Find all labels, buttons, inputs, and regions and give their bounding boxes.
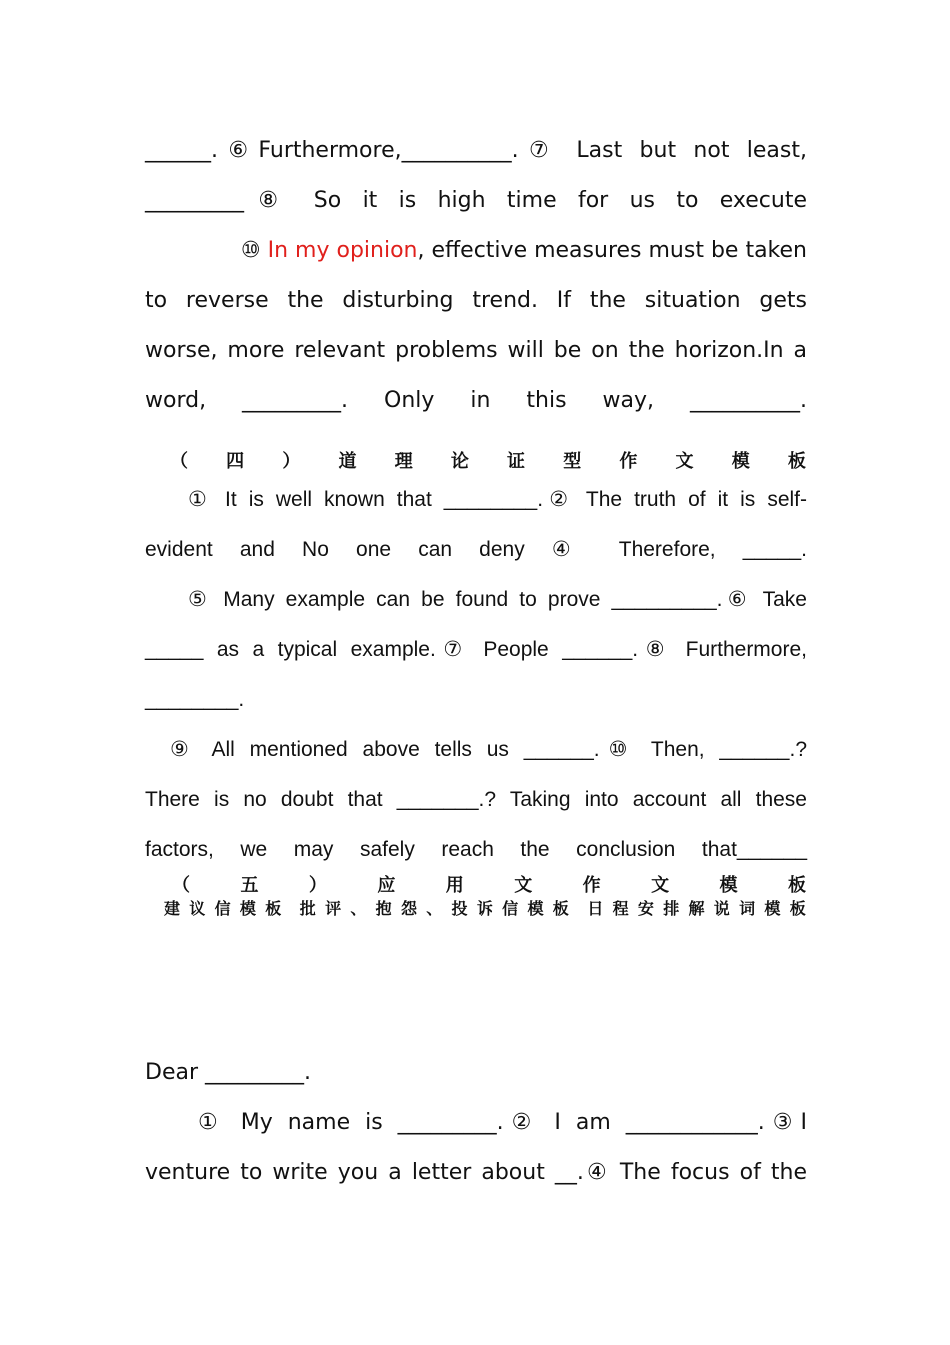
heading-char: 应 — [377, 875, 396, 896]
section-subheading — [164, 898, 806, 920]
text-line: ⑤ Many example can be found to prove _________.⑥ Take — [188, 588, 807, 611]
heading-char: 排 — [663, 899, 680, 918]
heading-char: 程 — [612, 899, 629, 918]
heading-char: 板 — [787, 875, 806, 896]
heading-char: 安 — [637, 899, 654, 918]
heading-char: 模 — [731, 451, 750, 472]
heading-char: 板 — [789, 899, 806, 918]
heading-char: 说 — [713, 899, 730, 918]
heading-char: 型 — [563, 451, 582, 472]
text-line: factors, we may safely reach the conclusion that______ — [145, 838, 807, 861]
heading-char: 批 — [299, 899, 316, 918]
heading-char: 四 — [226, 451, 245, 472]
text-line: word, _________. Only in this way, __________. — [145, 388, 807, 413]
heading-char: 文 — [651, 875, 670, 896]
heading-char: （ — [170, 451, 188, 472]
heading-char: 道 — [338, 451, 357, 472]
heading-char: 板 — [265, 899, 282, 918]
heading-char: ） — [282, 451, 301, 472]
heading-char: （ — [172, 875, 190, 896]
heading-char: 日 — [587, 899, 604, 918]
heading-char: 作 — [582, 875, 601, 896]
heading-char: 、 — [350, 899, 367, 918]
heading-char: 抱 — [375, 899, 392, 918]
text-line: There is no doubt that _______.? Taking into account all these — [145, 788, 807, 811]
heading-char: 论 — [450, 451, 469, 472]
text-line: ⑨ All mentioned above tells us ______.⑩ Then, ______.? — [170, 738, 807, 761]
circled-number: ⑩ — [240, 238, 268, 263]
text-line: Dear _________. — [145, 1060, 311, 1085]
heading-char: 模 — [719, 875, 738, 896]
heading-char: 解 — [688, 899, 705, 918]
heading-char: 建 — [164, 899, 181, 918]
heading-char: 、 — [426, 899, 443, 918]
text-line: ________. — [145, 688, 245, 711]
text-line — [145, 236, 807, 266]
heading-char: 作 — [619, 451, 638, 472]
text-line: _________⑧ So it is high time for us to execute — [145, 188, 807, 213]
heading-char: 信 — [214, 899, 231, 918]
heading-char: 议 — [189, 899, 206, 918]
heading-char: 文 — [514, 875, 533, 896]
heading-char: 怨 — [400, 899, 417, 918]
heading-char: 用 — [445, 875, 464, 896]
heading-char: ） — [308, 875, 327, 896]
heading-char: 板 — [552, 899, 569, 918]
heading-char: 词 — [739, 899, 756, 918]
text-span: , effective measures must be taken — [417, 238, 807, 263]
heading-char: 模 — [239, 899, 256, 918]
heading-char: 模 — [764, 899, 781, 918]
text-line: ① My name is _________.② I am ____________.③I — [198, 1110, 807, 1135]
heading-char: 板 — [787, 451, 806, 472]
section-heading — [172, 874, 806, 898]
text-line: worse, more relevant problems will be on the horizon.In a — [145, 338, 807, 363]
section-heading — [170, 450, 806, 474]
text-line: ______.⑥Furthermore,__________.⑦ Last but not least, — [145, 138, 807, 163]
heading-char: 投 — [451, 899, 468, 918]
highlighted-phrase: In my opinion — [267, 238, 418, 263]
heading-char: 诉 — [476, 899, 493, 918]
heading-char: 证 — [507, 451, 526, 472]
heading-char: 理 — [394, 451, 413, 472]
heading-char: 模 — [527, 899, 544, 918]
text-line: to reverse the disturbing trend. If the situation gets — [145, 288, 807, 313]
heading-char: 评 — [325, 899, 342, 918]
heading-char: 五 — [240, 875, 259, 896]
heading-char: 文 — [675, 451, 694, 472]
text-line: evident and No one can deny ④ Therefore, _____. — [145, 538, 807, 561]
heading-char: 信 — [502, 899, 519, 918]
text-line: venture to write you a letter about __.④ The focus of the — [145, 1160, 807, 1185]
text-line: _____ as a typical example.⑦ People ______.⑧ Furthermore, — [145, 638, 807, 661]
text-line: ① It is well known that ________.② The truth of it is self- — [188, 488, 807, 511]
